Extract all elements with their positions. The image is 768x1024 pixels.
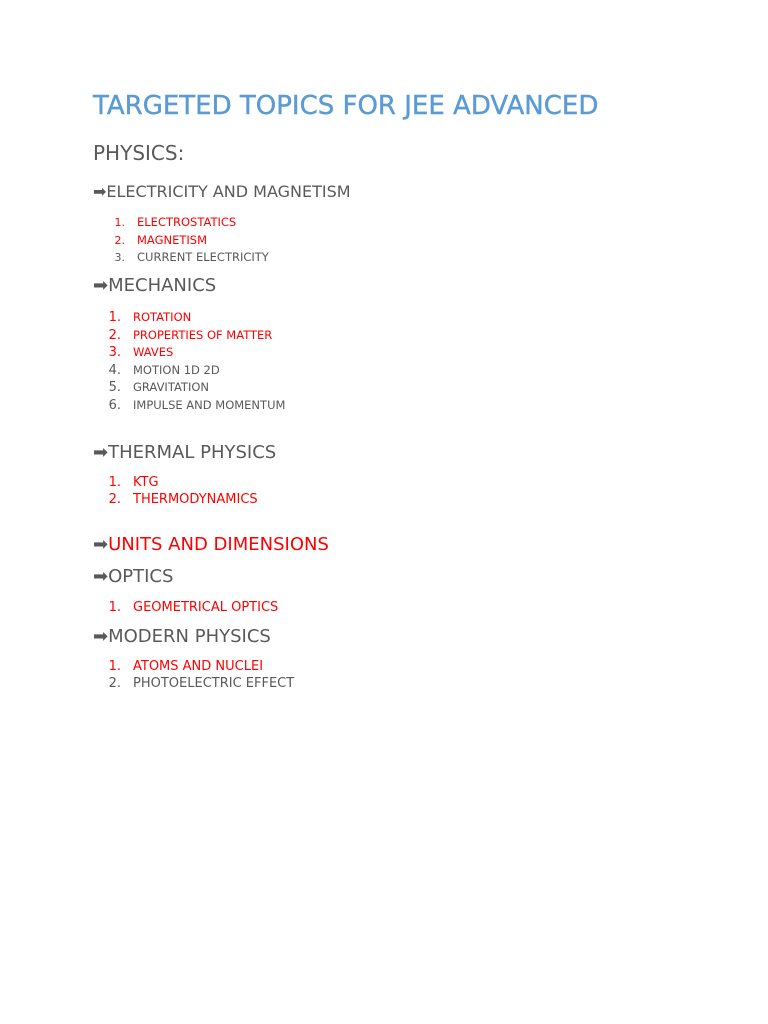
list-item-label: GEOMETRICAL OPTICS: [133, 600, 279, 615]
section-heading-modern-physics: [93, 626, 271, 647]
arrow-icon: ➡: [93, 182, 107, 201]
list-item-label: PHOTOELECTRIC EFFECT: [133, 676, 295, 691]
arrow-icon: ➡: [93, 442, 109, 463]
section-heading-mechanics: [93, 275, 216, 296]
section-heading-electricity-and-magnetism: [93, 182, 351, 201]
list-item-number: 4.: [108, 362, 121, 378]
section-heading-label: UNITS AND DIMENSIONS: [108, 534, 329, 555]
section-heading-label: ELECTRICITY AND MAGNETISM: [106, 182, 351, 201]
section-heading-label: MECHANICS: [108, 275, 217, 296]
list-item-label: GRAVITATION: [133, 380, 210, 394]
list-item-label: MAGNETISM: [137, 232, 208, 247]
arrow-icon: ➡: [93, 534, 109, 555]
list-item-label: ATOMS AND NUCLEI: [133, 659, 264, 674]
list-item-label: MOTION 1D 2D: [133, 362, 220, 377]
list-item-number: 1.: [108, 310, 121, 325]
arrow-icon: ➡: [93, 626, 109, 647]
list-item-label: WAVES: [133, 345, 174, 359]
list-item-label: KTG: [133, 475, 159, 490]
section-heading-optics: [93, 566, 173, 587]
list-item-number: 1.: [114, 216, 125, 229]
arrow-icon: ➡: [93, 566, 109, 587]
list-item-number: 1.: [108, 600, 121, 615]
list-item-number: 5.: [108, 380, 121, 395]
list-item-number: 3.: [114, 251, 125, 264]
list-item-number: 1.: [108, 475, 121, 490]
list-item-label: IMPULSE AND MOMENTUM: [133, 397, 286, 412]
section-heading-thermal-physics: [93, 442, 276, 463]
list-item-label: ROTATION: [133, 310, 192, 324]
section-heading-label: MODERN PHYSICS: [108, 626, 271, 647]
list-item-number: 2.: [114, 233, 125, 247]
list-item-number: 1.: [108, 659, 121, 674]
list-item-number: 3.: [108, 345, 121, 360]
document-title: TARGETED TOPICS FOR JEE ADVANCED: [93, 91, 599, 121]
list-item-label: ELECTROSTATICS: [137, 215, 237, 229]
list-item-number: 2.: [108, 327, 121, 343]
section-heading-label: OPTICS: [108, 566, 174, 587]
list-item-label: CURRENT ELECTRICITY: [137, 250, 269, 264]
list-item-label: THERMODYNAMICS: [133, 492, 258, 507]
list-item-label: PROPERTIES OF MATTER: [133, 327, 273, 342]
list-item-number: 2.: [108, 492, 121, 507]
list-item-number: 6.: [108, 397, 121, 413]
section-heading-units-and-dimensions: [93, 534, 329, 555]
subject-heading: PHYSICS:: [93, 141, 185, 165]
arrow-icon: ➡: [93, 275, 109, 296]
list-item-number: 2.: [108, 676, 121, 691]
section-heading-label: THERMAL PHYSICS: [108, 442, 277, 463]
